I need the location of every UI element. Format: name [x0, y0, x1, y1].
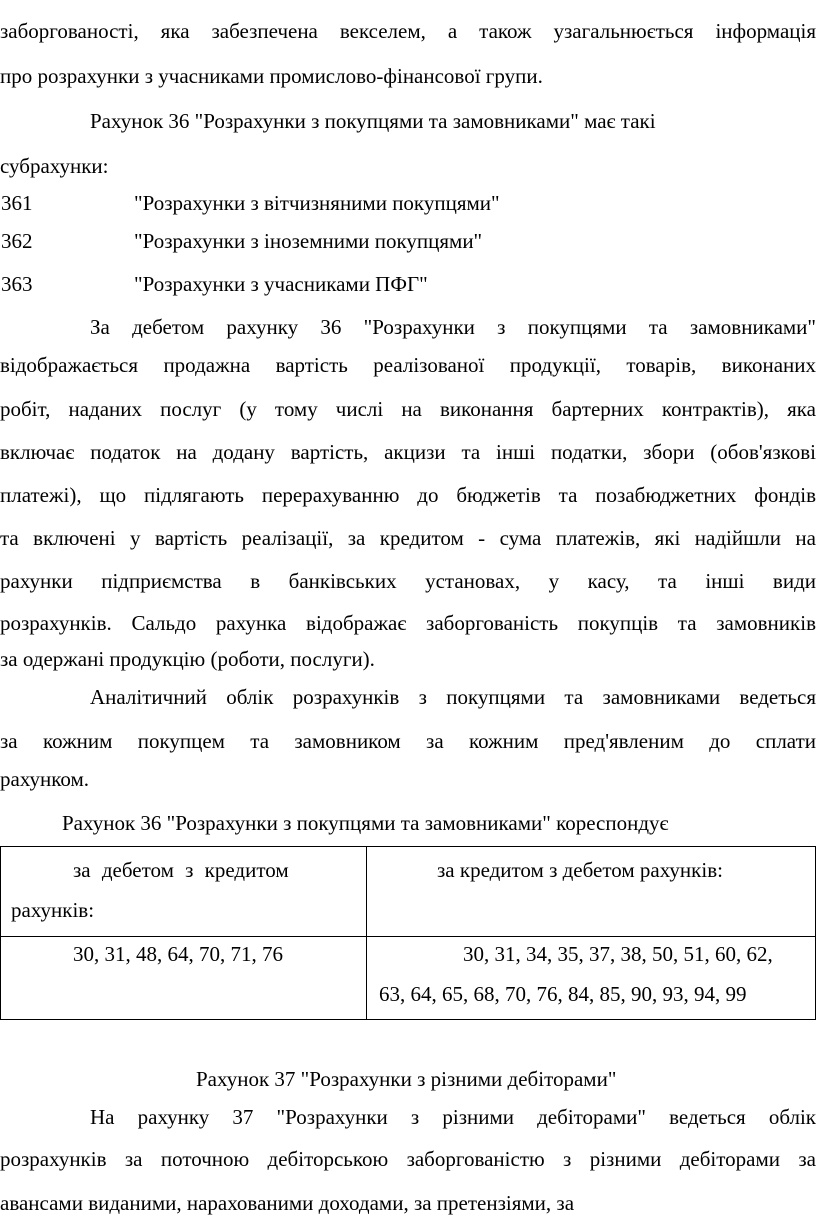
subaccount-name: "Розрахунки з іноземними покупцями" — [134, 229, 483, 253]
table-cell-debit-accounts: 30, 31, 48, 64, 70, 71, 76 — [73, 942, 283, 966]
table-header-left: за дебетом з кредитом — [73, 858, 289, 882]
paragraph-line: На рахунку 37 "Розрахунки з різними дебіторами" ведеться облік — [90, 1105, 816, 1129]
subaccount-code: 361 — [1, 191, 33, 215]
table-divider-horizontal — [1, 936, 815, 937]
paragraph-line: відображається продажна вартість реалізованої продукції, товарів, виконаних — [0, 353, 816, 377]
table-caption: Рахунок 36 "Розрахунки з покупцями та замовниками" кореспондує — [62, 811, 669, 835]
paragraph-line: робіт, наданих послуг (у тому числі на виконання бартерних контрактів), яка — [0, 397, 816, 421]
paragraph-line: та включені у вартість реалізації, за кредитом - сума платежів, які надійшли на — [0, 526, 816, 550]
correspondence-table — [0, 846, 816, 1020]
paragraph-line: субрахунки: — [0, 154, 109, 178]
paragraph-line: авансами виданими, нарахованими доходами, за претензіями, за — [0, 1191, 575, 1215]
subaccount-code: 362 — [1, 229, 33, 253]
paragraph-line: За дебетом рахунку 36 "Розрахунки з покупцями та замовниками" — [90, 315, 816, 339]
paragraph-line: розрахунків. Сальдо рахунка відображає заборгованість покупців та замовників — [0, 611, 816, 635]
paragraph-line: заборгованості, яка забезпечена векселем, а також узагальнюється інформація — [0, 19, 816, 43]
paragraph-line: платежі), що підлягають перерахуванню до бюджетів та позабюджетних фондів — [0, 483, 816, 507]
paragraph-line: включає податок на додану вартість, акцизи та інші податки, збори (обов'язкові — [0, 440, 816, 464]
table-cell-credit-accounts-cont: 63, 64, 65, 68, 70, 76, 84, 85, 90, 93, 94, 99 — [379, 982, 747, 1006]
paragraph-line: за одержані продукцію (роботи, послуги). — [0, 647, 375, 671]
table-divider-vertical — [366, 847, 367, 1019]
paragraph-line: Рахунок 36 "Розрахунки з покупцями та замовниками" має такі — [90, 109, 656, 133]
table-header-left-cont: рахунків: — [11, 898, 95, 922]
paragraph-line: розрахунків за поточною дебіторською заборгованістю з різними дебіторами за — [0, 1147, 816, 1171]
paragraph-line: про розрахунки з учасниками промислово-фінансової групи. — [0, 64, 543, 88]
paragraph-line: Аналітичний облік розрахунків з покупцями та замовниками ведеться — [90, 685, 816, 709]
table-cell-credit-accounts: 30, 31, 34, 35, 37, 38, 50, 51, 60, 62, — [463, 942, 773, 966]
paragraph-line: рахунком. — [0, 767, 90, 791]
subaccount-name: "Розрахунки з учасниками ПФГ" — [134, 272, 428, 296]
section-heading: Рахунок 37 "Розрахунки з різними дебіторами" — [196, 1067, 617, 1091]
subaccount-name: "Розрахунки з вітчизняними покупцями" — [134, 191, 500, 215]
paragraph-line: за кожним покупцем та замовником за кожним пред'явленим до сплати — [0, 729, 816, 753]
subaccount-code: 363 — [1, 272, 33, 296]
table-header-right: за кредитом з дебетом рахунків: — [437, 858, 723, 882]
paragraph-line: рахунки підприємства в банківських установах, у касу, та інші види — [0, 569, 816, 593]
